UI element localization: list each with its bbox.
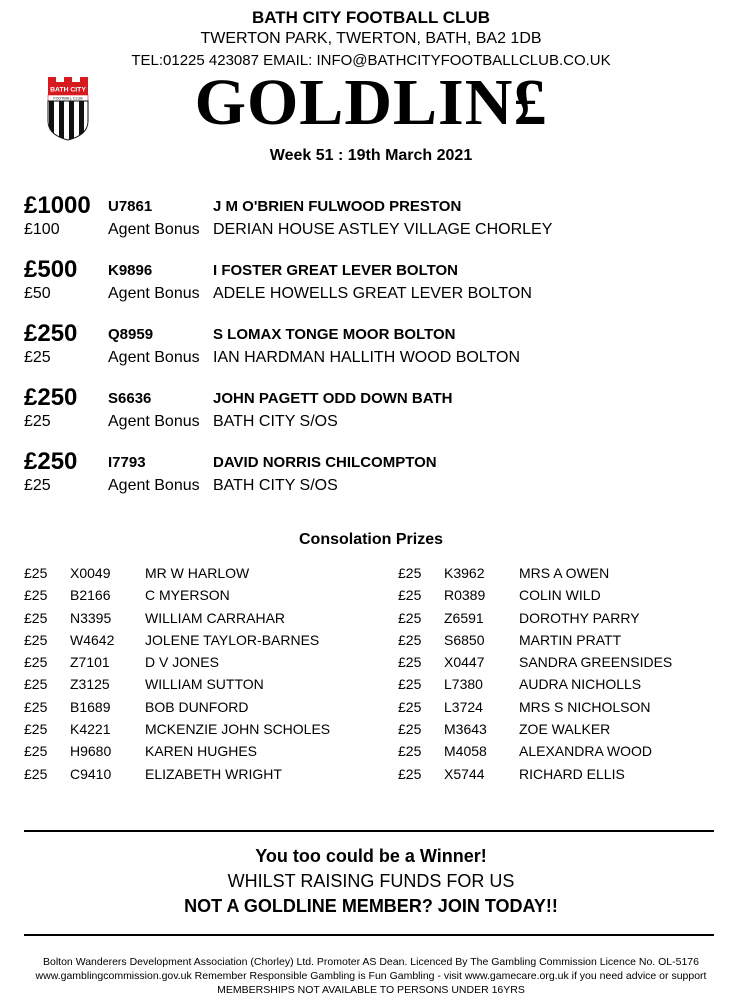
bonus-amount: £100 [24, 221, 60, 238]
prize-amount: £250 [24, 384, 78, 411]
consolation-amount: £25 [398, 654, 422, 671]
consolation-code: C9410 [70, 765, 112, 782]
consolation-code: R0389 [444, 587, 486, 604]
prize-block [24, 320, 724, 384]
divider [24, 934, 714, 936]
footer-responsible-gambling: www.gamblingcommission.gov.uk Remember Responsible Gambling is Fun Gambling - visit www.gamecare.org.uk if you need advice or support [35, 970, 707, 982]
consolation-row [24, 654, 384, 676]
bonus-amount: £50 [24, 285, 51, 302]
bonus-amount: £25 [24, 477, 51, 494]
consolation-name: MRS S NICHOLSON [519, 698, 651, 715]
consolation-name: KAREN HUGHES [145, 743, 258, 760]
consolation-amount: £25 [398, 743, 422, 760]
bonus-agent: BATH CITY S/OS [213, 477, 338, 494]
prize-winner: DAVID NORRIS CHILCOMPTON [213, 454, 437, 471]
prize-block [24, 192, 724, 256]
prize-winner: S LOMAX TONGE MOOR BOLTON [213, 326, 456, 343]
consolation-name: ALEXANDRA WOOD [519, 743, 653, 760]
consolation-amount: £25 [398, 587, 422, 604]
prize-amount: £250 [24, 448, 78, 475]
consolation-list-left [24, 565, 384, 788]
consolation-row [398, 676, 742, 698]
consolation-row [398, 632, 742, 654]
svg-text:BATH CITY: BATH CITY [50, 86, 86, 94]
consolation-code: H9680 [70, 743, 112, 760]
prize-block [24, 448, 724, 512]
consolation-row [24, 565, 384, 587]
consolation-amount: £25 [398, 631, 422, 648]
svg-text:FOOTBALL CLUB: FOOTBALL CLUB [53, 96, 83, 101]
consolation-amount: £25 [24, 565, 48, 581]
bonus-amount: £25 [24, 413, 51, 430]
consolation-amount: £25 [24, 698, 48, 715]
bonus-label: Agent Bonus [108, 477, 200, 494]
consolation-amount: £25 [24, 609, 48, 626]
goldline-title: GOLDLIN£ [194, 66, 548, 139]
consolation-name: MR W HARLOW [145, 565, 250, 581]
prize-amount: £500 [24, 256, 78, 283]
consolation-row [398, 654, 742, 676]
prize-code: K9896 [108, 262, 153, 279]
bonus-amount: £25 [24, 349, 51, 366]
consolation-name: SANDRA GREENSIDES [519, 654, 673, 671]
bonus-agent: DERIAN HOUSE ASTLEY VILLAGE CHORLEY [213, 221, 553, 238]
consolation-row [24, 699, 384, 721]
consolation-name: ELIZABETH WRIGHT [145, 765, 282, 782]
consolation-name: COLIN WILD [519, 587, 601, 604]
promo-call-to-action: NOT A GOLDLINE MEMBER? JOIN TODAY!! [184, 896, 558, 916]
club-address: TWERTON PARK, TWERTON, BATH, BA2 1DB [200, 30, 542, 47]
consolation-name: MARTIN PRATT [519, 631, 622, 648]
promo-headline: You too could be a Winner! [255, 846, 487, 866]
consolation-code: K4221 [70, 721, 111, 738]
consolation-row [398, 766, 742, 788]
prize-code: I7793 [108, 454, 146, 471]
consolation-name: WILLIAM CARRAHAR [145, 609, 286, 626]
consolation-name: C MYERSON [145, 587, 230, 604]
consolation-code: W4642 [70, 631, 115, 648]
consolation-row [24, 676, 384, 698]
consolation-amount: £25 [398, 698, 422, 715]
consolation-code: X0049 [70, 565, 111, 581]
prize-amount: £250 [24, 320, 78, 347]
consolation-name: WILLIAM SUTTON [145, 676, 264, 693]
consolation-amount: £25 [24, 587, 48, 604]
consolation-name: DOROTHY PARRY [519, 609, 640, 626]
consolation-code: X0447 [444, 654, 485, 671]
consolation-name: MRS A OWEN [519, 565, 610, 581]
consolation-code: X5744 [444, 765, 485, 782]
prize-code: U7861 [108, 198, 153, 215]
promo-subline: WHILST RAISING FUNDS FOR US [227, 871, 515, 891]
consolation-code: S6850 [444, 631, 485, 648]
footer-licence: Bolton Wanderers Development Association (Chorley) Ltd. Promoter AS Dean. Licenced By The Gambling Commission Licence No. OL-5176 [43, 956, 699, 968]
bonus-label: Agent Bonus [108, 285, 200, 302]
consolation-code: L3724 [444, 698, 483, 715]
consolation-code: M3643 [444, 721, 487, 738]
club-name: BATH CITY FOOTBALL CLUB [252, 8, 490, 27]
consolation-row [24, 721, 384, 743]
consolation-code: Z6591 [444, 609, 484, 626]
consolation-code: K3962 [444, 565, 485, 581]
consolation-row [24, 766, 384, 788]
consolation-list-right [398, 565, 742, 788]
consolation-code: L7380 [444, 676, 483, 693]
bonus-agent: IAN HARDMAN HALLITH WOOD BOLTON [213, 349, 520, 366]
consolation-name: MCKENZIE JOHN SCHOLES [145, 721, 331, 738]
consolation-amount: £25 [398, 565, 422, 581]
consolation-row [24, 587, 384, 609]
consolation-amount: £25 [24, 676, 48, 693]
consolation-code: B2166 [70, 587, 111, 604]
consolation-code: B1689 [70, 698, 111, 715]
prize-winner: I FOSTER GREAT LEVER BOLTON [213, 262, 459, 279]
consolation-code: Z3125 [70, 676, 110, 693]
consolation-row [398, 610, 742, 632]
prize-amount: £1000 [24, 192, 91, 219]
bonus-agent: BATH CITY S/OS [213, 413, 338, 430]
consolation-row [24, 610, 384, 632]
consolation-amount: £25 [398, 676, 422, 693]
consolation-code: M4058 [444, 743, 487, 760]
consolation-row [398, 699, 742, 721]
prize-winner: JOHN PAGETT ODD DOWN BATH [213, 390, 453, 407]
consolation-row [398, 721, 742, 743]
consolation-row [398, 743, 742, 765]
footer-age-restriction: MEMBERSHIPS NOT AVAILABLE TO PERSONS UNDER 16YRS [217, 984, 525, 996]
consolation-amount: £25 [24, 765, 48, 782]
prize-code: S6636 [108, 390, 152, 407]
consolation-amount: £25 [398, 609, 422, 626]
prize-code: Q8959 [108, 326, 154, 343]
consolation-name: BOB DUNFORD [145, 698, 249, 715]
consolation-row [398, 565, 742, 587]
bonus-label: Agent Bonus [108, 349, 200, 366]
prize-block [24, 384, 724, 448]
consolation-name: JOLENE TAYLOR-BARNES [145, 631, 320, 648]
consolation-amount: £25 [398, 721, 422, 738]
consolation-row [24, 632, 384, 654]
consolation-amount: £25 [24, 721, 48, 738]
bonus-agent: ADELE HOWELLS GREAT LEVER BOLTON [213, 285, 532, 302]
draw-week: Week 51 : 19th March 2021 [269, 147, 473, 164]
consolation-name: D V JONES [145, 654, 219, 671]
consolation-title: Consolation Prizes [298, 531, 444, 548]
consolation-amount: £25 [24, 631, 48, 648]
consolation-amount: £25 [24, 743, 48, 760]
main-prizes [24, 192, 724, 512]
consolation-code: N3395 [70, 609, 112, 626]
consolation-amount: £25 [398, 765, 422, 782]
bonus-label: Agent Bonus [108, 413, 200, 430]
club-contact: TEL:01225 423087 EMAIL: INFO@BATHCITYFOOTBALLCLUB.CO.UK [131, 52, 611, 69]
bonus-label: Agent Bonus [108, 221, 200, 238]
consolation-row [398, 587, 742, 609]
consolation-name: ZOE WALKER [519, 721, 611, 738]
consolation-code: Z7101 [70, 654, 110, 671]
prize-winner: J M O'BRIEN FULWOOD PRESTON [213, 198, 462, 215]
consolation-name: RICHARD ELLIS [519, 765, 625, 782]
divider [24, 830, 714, 832]
consolation-row [24, 743, 384, 765]
consolation-name: AUDRA NICHOLLS [519, 676, 642, 693]
consolation-amount: £25 [24, 654, 48, 671]
prize-block [24, 256, 724, 320]
